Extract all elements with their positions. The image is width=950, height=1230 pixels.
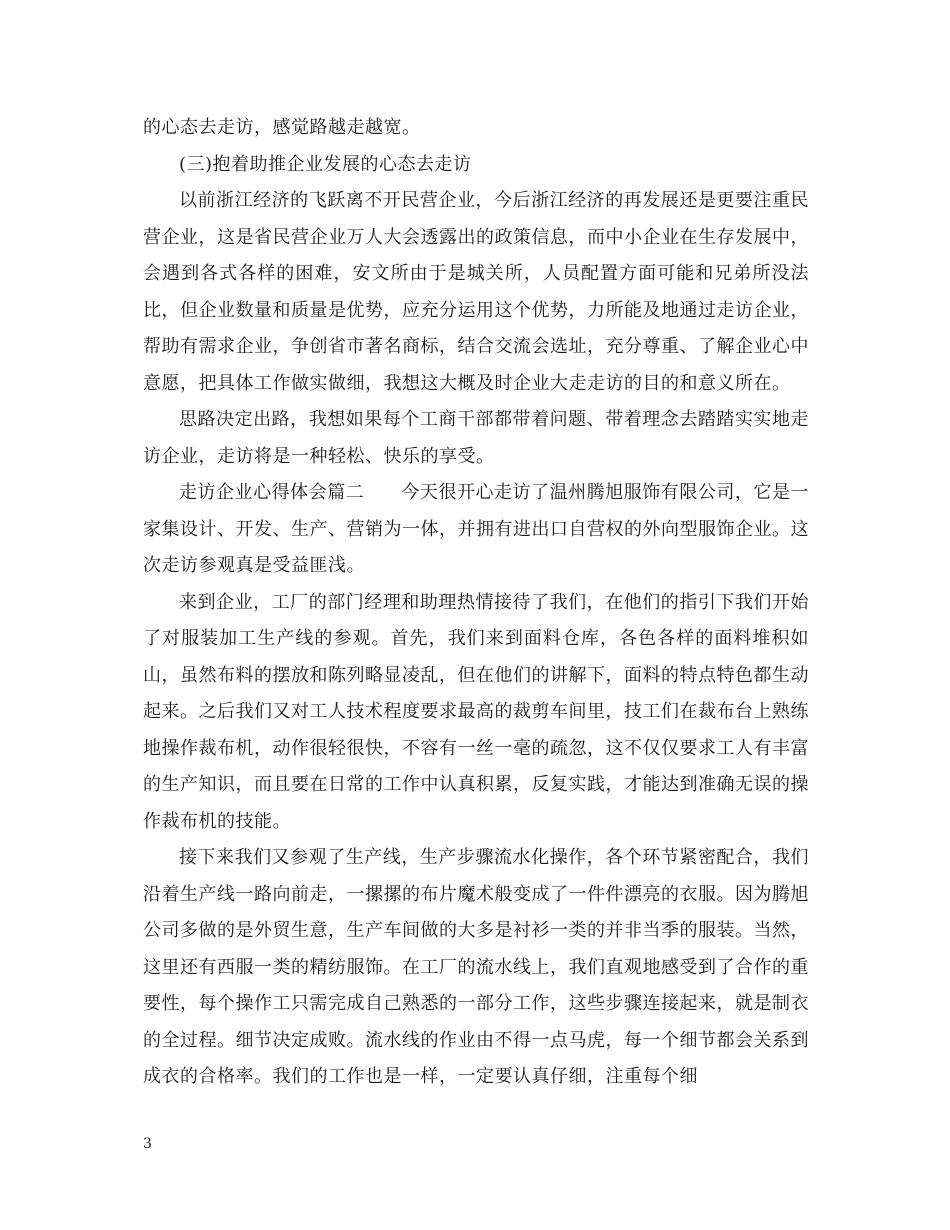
- paragraph: 来到企业，工厂的部门经理和助理热情接待了我们，在他们的指引下我们开始了对服装加工生产线的参观。首先，我们来到面料仓库，各色各样的面料堆积如山，虽然布料的摆放和陈列略显凌乱，但在他们的讲解下，面料的特点特色都生动起来。之后我们又对工人技术程度要求最高的裁剪车间里，技工们在裁布台上熟练地操作裁布机，动作很轻很快，不容有一丝一毫的疏忽，这不仅仅要求工人有丰富的生产知识，而且要在日常的工作中认真积累，反复实践，才能达到准确无误的操作裁布机的技能。: [143, 591, 809, 832]
- paragraph: 以前浙江经济的飞跃离不开民营企业，今后浙江经济的再发展还是更要注重民营企业，这是省民营企业万人大会透露出的政策信息，而中小企业在生存发展中，会遇到各式各样的困难，安文所由于是城关所，人员配置方面可能和兄弟所没法比，但企业数量和质量是优势，应充分运用这个优势，力所能及地通过走访企业，帮助有需求企业，争创省市著名商标，结合交流会选址，充分尊重、了解企业心中意愿，把具体工作做实做细，我想这大概及时企业大走走访的目的和意义所在。: [143, 190, 809, 394]
- paragraph: 接下来我们又参观了生产线，生产步骤流水化操作，各个环节紧密配合，我们沿着生产线一路向前走，一摞摞的布片魔术般变成了一件件漂亮的衣服。因为腾旭公司多做的是外贸生意，生产车间做的大多是衬衫一类的并非当季的服装。当然，这里还有西服一类的精纺服饰。在工厂的流水线上，我们直观地感受到了合作的重要性，每个操作工只需完成自己熟悉的一部分工作，这些步骤连接起来，就是制衣的全过程。细节决定成败。流水线的作业由不得一点马虎，每一个细节都会关系到成衣的合格率。我们的工作也是一样，一定要认真仔细，注重每个细: [143, 847, 809, 1087]
- page-number: 3: [143, 1136, 152, 1152]
- section-heading: (三)抱着助推企业发展的心态去走访: [179, 153, 472, 175]
- paragraph: 思路决定出路，我想如果每个工商干部都带着问题、带着理念去踏踏实实地走访企业，走访将是一种轻松、快乐的享受。: [143, 409, 809, 467]
- document-body: [143, 110, 809, 1096]
- paragraph-article-two-intro: 走访企业心得体会篇二 今天很开心走访了温州腾旭服饰有限公司，它是一家集设计、开发、生产、营销为一体，并拥有进出口自营权的外向型服饰企业。这次走访参观真是受益匪浅。: [143, 482, 809, 576]
- paragraph-continuation: 的心态去走访，感觉路越走越宽。: [143, 117, 421, 138]
